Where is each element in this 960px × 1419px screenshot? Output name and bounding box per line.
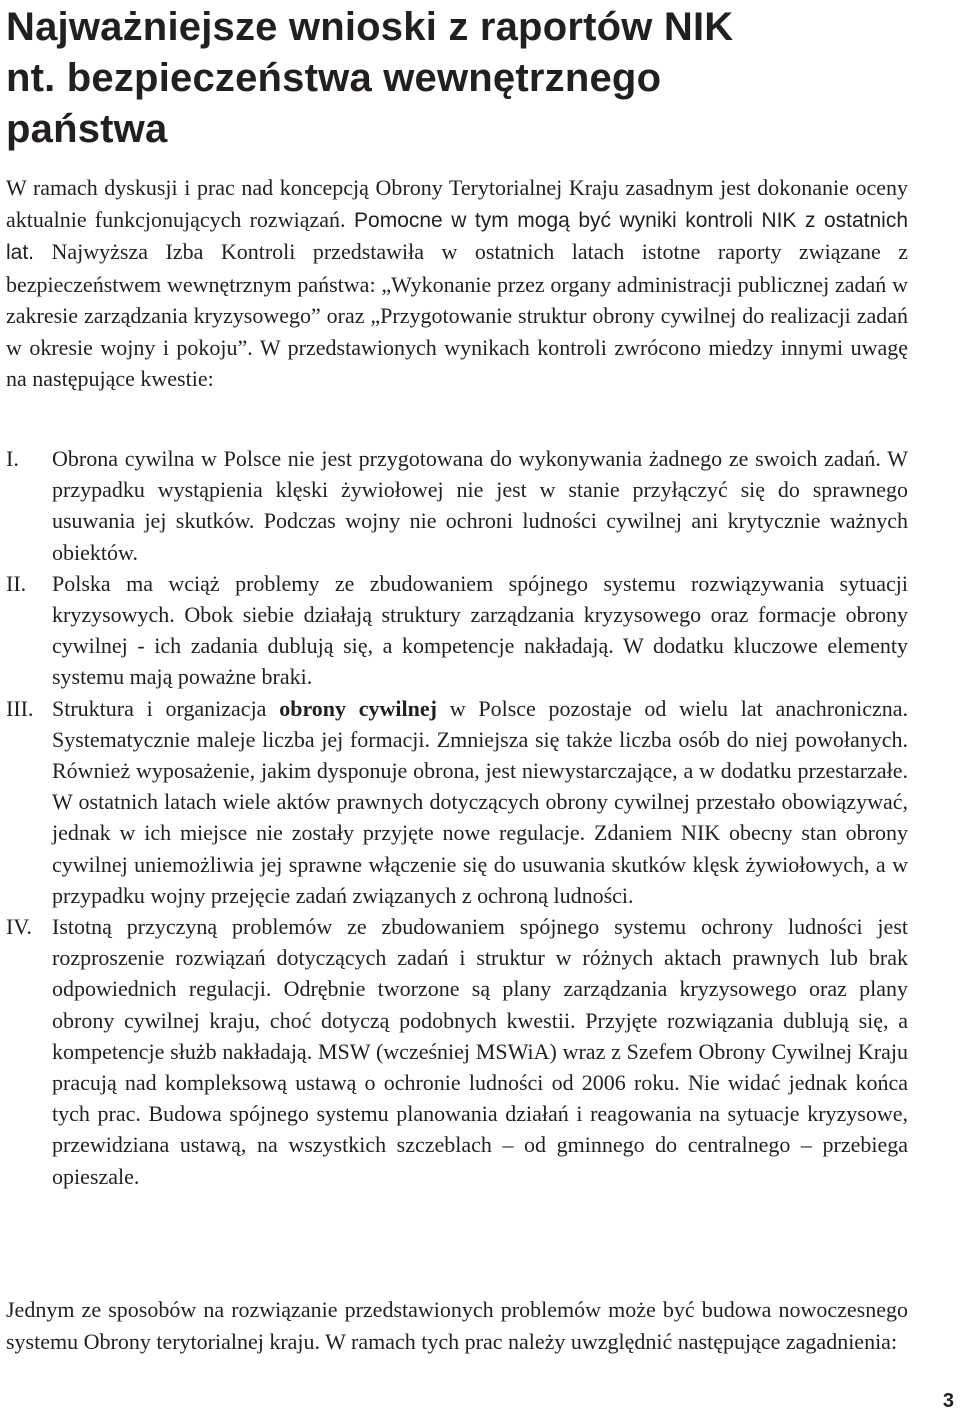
finding-number: II.	[6, 570, 27, 596]
finding-item-2	[6, 568, 908, 693]
title-line-1: Najważniejsze wnioski z raportów NIK	[6, 5, 734, 49]
findings-list	[6, 443, 908, 1192]
finding-item-3	[6, 693, 908, 911]
intro-text-part-1: W ramach dyskusji i prac nad koncepcją Obrony Terytorialnej Kraju zasadnym jest dokonanie oceny aktualnie funkcjonujących rozwiązań.	[6, 175, 908, 232]
page-title	[6, 2, 946, 155]
finding-text: Polska ma wciąż problemy ze zbudowaniem spójnego systemu rozwiązywania sytuacji kryzysowych. Obok siebie działają struktury zarządzania kryzysowego oraz formacje obrony cywilnej - ich zadania dublują się, a kompetencje nakładają. W dodatku kluczowe elementy systemu mają poważne braki.	[52, 570, 908, 690]
intro-text-part-3: Najwyższa Izba Kontroli przedstawiła w ostatnich latach istotne raporty związane z bezpieczeństwem wewnętrznym państwa: „Wykonanie przez organy administracji publicznej zadań w zakresie zarządzania kryzysowego” oraz „Przygotowanie struktur obrony cywilnej do realizacji zadań w okresie wojny i pokoju”. W przedstawionych wynikach kontroli zwrócono miedzy innymi uwagę na następujące kwestie:	[6, 239, 908, 391]
finding-number: III.	[6, 695, 34, 721]
finding-text-post: w Polsce pozostaje od wielu lat anachroniczna. Systematycznie maleje liczba jej formacji. Zmniejsza się także liczba osób do niej powołanych. Również wyposażenie, jakim dysponuje obrona, jest niewystarczające, a w dodatku przestarzałe. W ostatnich latach wiele aktów prawnych dotyczących obrony cywilnej przestało obowiązywać, jednak w ich miejsce nie zostały przyjęte nowe regulacje. Zdaniem NIK obecny stan obrony cywilnej uniemożliwia jej sprawne włączenie się do usuwania skutków klęsk żywiołowych, a w przypadku wojny przejęcie zadań związanych z ochroną ludności.	[52, 695, 908, 908]
page-number: 3	[942, 1390, 954, 1412]
intro-text-part-2: Pomocne w tym mogą być wyniki kontroli NIK z ostatnich lat.	[6, 208, 909, 264]
finding-item-1	[6, 443, 908, 568]
finding-text-pre: Struktura i organizacja	[52, 695, 280, 721]
finding-text: Obrona cywilna w Polsce nie jest przygotowana do wykonywania żadnego ze swoich zadań. W przypadku wystąpienia klęski żywiołowej nie jest w stanie przyłączyć się do sprawnego usuwania jej skutków. Podczas wojny nie ochroni ludności cywilnej ani krytycznie ważnych obiektów.	[52, 446, 908, 565]
finding-text-bold: obrony cywilnej	[279, 695, 437, 721]
intro-paragraph	[6, 172, 908, 395]
closing-paragraph: Jednym ze sposobów na rozwiązanie przedstawionych problemów może być budowa nowoczesnego systemu Obrony terytorialnej kraju. W ramach tych prac należy uwzględnić następujące zagadnienia:	[6, 1297, 908, 1354]
finding-item-4	[6, 911, 908, 1192]
title-line-3: państwa	[6, 107, 168, 151]
title-line-2: nt. bezpieczeństwa wewnętrznego	[6, 56, 662, 100]
finding-text: Istotną przyczyną problemów ze zbudowaniem spójnego systemu ochrony ludności jest rozproszenie rozwiązań dotyczących zadań i struktur w różnych aktach prawnych lub brak odpowiednich regulacji. Odrębnie tworzone są plany zarządzania kryzysowego oraz plany obrony cywilnej kraju, choć dotyczą podobnych kwestii. Przyjęte rozwiązania dublują się, a kompetencje służb nakładają. MSW (wcześniej MSWiA) wraz z Szefem Obrony Cywilnej Kraju pracują nad kompleksową ustawą o ochronie ludności od 2006 roku. Nie widać jednak końca tych prac. Budowa spójnego systemu planowania działań i reagowania na sytuacje kryzysowe, przewidziana ustawą, na wszystkich szczeblach – od gminnego do centralnego – przebiega opieszale.	[52, 914, 908, 1189]
finding-number: I.	[6, 446, 19, 471]
finding-number: IV.	[6, 914, 32, 940]
